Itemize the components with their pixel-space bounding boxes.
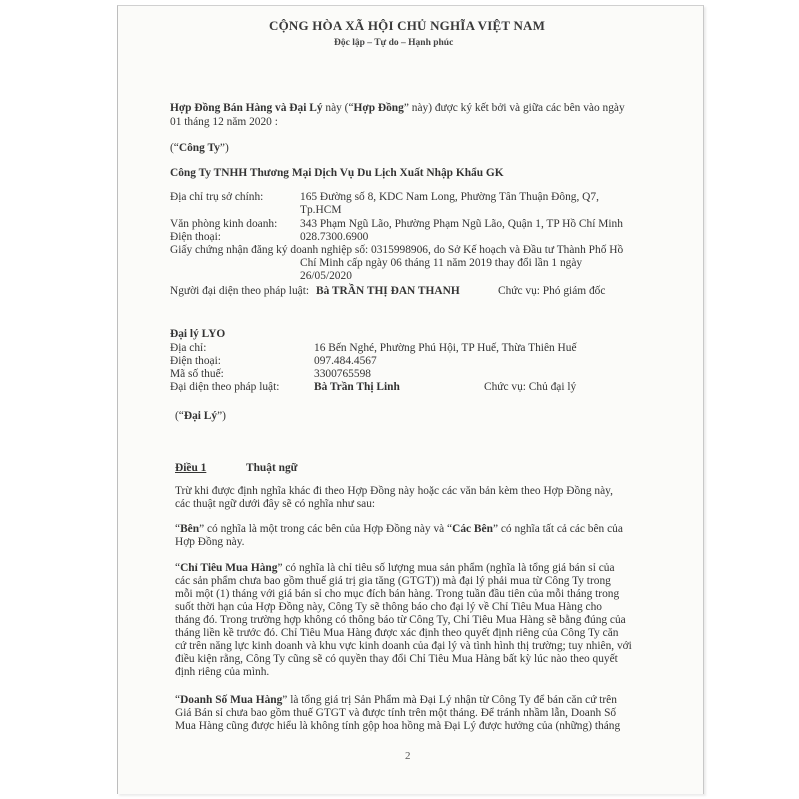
company-phone-label: Điện thoại: (170, 231, 221, 243)
company-license-line-2: Chí Minh cấp ngày 06 tháng 11 năm 2019 thay đổi lần 1 ngày (300, 257, 583, 269)
agent-rep-name: Bà Trần Thị Linh (314, 381, 400, 393)
company-license-line-1: Giấy chứng nhận đăng ký doanh nghiệp số: 0315998906, do Sở Kế hoạch và Đầu tư Thành Phố Hồ (170, 244, 624, 256)
paragraph-3-line-6: tháng liền kề trước đó. Chỉ Tiêu Mua Hàng được xác định theo quyết định riêng của Công Ty căn (175, 627, 619, 639)
paragraph-3-line-8: điều kiện rằng, Công Ty cũng sẽ có quyền thay đổi Chỉ Tiêu Mua Hàng bất kỳ lúc nào theo quyết (175, 653, 618, 665)
company-address-label: Địa chỉ trụ sở chính: (170, 191, 264, 203)
paragraph-4-line-3: Mua Hàng cũng được hiểu là không tính gộp hoa hồng mà Đại Lý được hưởng của (những) tháng (175, 720, 621, 732)
company-rep-name: Bà TRẦN THỊ ĐAN THANH (316, 285, 460, 297)
paragraph-3-line-4: suốt thời hạn của Hợp Đồng này, Công Ty sẽ thông báo cho đại lý về Chỉ Tiêu Mua Hàng cho (175, 601, 602, 613)
intro-term: Hợp Đồng (353, 102, 404, 114)
paragraph-3-line-1: “Chỉ Tiêu Mua Hàng” có nghĩa là chỉ tiêu số lượng mua sản phẩm (nghĩa là tổng giá bán sỉ của (175, 562, 615, 574)
document-motto: Độc lập – Tự do – Hạnh phúc (334, 38, 454, 48)
paragraph-1-line-1: Trừ khi được định nghĩa khác đi theo Hợp Đồng này hoặc các văn bản kèm theo Hợp Đồng này, (175, 485, 613, 497)
paragraph-3-line-2: các sản phẩm chưa bao gồm thuế giá trị gia tăng (GTGT)) mà đại lý phải mua từ Công Ty trong (175, 575, 611, 587)
paragraph-4-line-2: Giá Bán sỉ chưa bao gồm thuế GTGT và được tính trên một tháng. Để tránh nhầm lẫn, Doanh Số (175, 707, 617, 719)
company-rep-label: Người đại diện theo pháp luật: (170, 285, 310, 297)
company-office-label: Văn phòng kinh doanh: (170, 218, 278, 230)
agent-phone-label: Điện thoại: (170, 355, 221, 367)
company-license-line-3: 26/05/2020 (300, 270, 352, 282)
agent-rep-position: Chức vụ: Chủ đại lý (484, 381, 577, 393)
company-phone: 028.7300.6900 (300, 231, 369, 243)
agent-address-label: Địa chỉ: (170, 342, 207, 354)
paragraph-2-line-2: Hợp Đồng này. (175, 536, 245, 548)
agent-name: Đại lý LYO (170, 328, 226, 340)
agent-tax: 3300765598 (314, 368, 371, 380)
paragraph-1-line-2: các thuật ngữ dưới đây sẽ có nghĩa như sau: (175, 498, 376, 510)
document-page (117, 5, 704, 794)
company-label: (“Công Ty”) (170, 142, 229, 154)
intro-line-1: Hợp Đồng Bán Hàng và Đại Lý này (“Hợp Đồng” này) được ký kết bởi và giữa các bên vào ngày (170, 102, 625, 114)
company-name: Công Ty TNHH Thương Mại Dịch Vụ Du Lịch Xuất Nhập Khẩu GK (170, 167, 504, 179)
document-title: CỘNG HÒA XÃ HỘI CHỦ NGHĨA VIỆT NAM (269, 18, 546, 33)
paragraph-3-line-3: mỗi một (1) tháng với giá bán sỉ cho mục đích bán hàng. Trong tuần đầu tiên của mỗi tháng trong (175, 588, 620, 600)
article-number: Điều 1 (175, 462, 207, 474)
page-number: 2 (405, 750, 411, 762)
company-address: 165 Đường số 8, KDC Nam Long, Phường Tân Thuận Đông, Q7, (300, 191, 599, 203)
company-address-city: Tp.HCM (300, 204, 342, 216)
paragraph-4-line-1: “Doanh Số Mua Hàng” là tổng giá trị Sản Phẩm mà Đại Lý nhận từ Công Ty để bán căn cứ trên (175, 694, 617, 706)
intro-line-2: 01 tháng 12 năm 2020 : (170, 116, 278, 128)
agent-rep-label: Đại diện theo pháp luật: (170, 381, 280, 393)
agent-address: 16 Bến Nghé, Phường Phú Hội, TP Huế, Thừa Thiên Huế (314, 342, 577, 354)
company-office: 343 Phạm Ngũ Lão, Phường Phạm Ngũ Lão, Quận 1, TP Hồ Chí Minh (300, 218, 623, 230)
agent-phone: 097.484.4567 (314, 355, 377, 367)
agent-tax-label: Mã số thuế: (170, 368, 224, 380)
article-title: Thuật ngữ (246, 462, 298, 474)
intro-contract-name: Hợp Đồng Bán Hàng và Đại Lý (170, 102, 323, 114)
paragraph-2-line-1: “Bên” có nghĩa là một trong các bên của Hợp Đồng này và “Các Bên” có nghĩa tất cả các bên của (175, 523, 623, 535)
paragraph-3-line-7: cứ trên năng lực kinh doanh và khu vực kinh doanh của đại lý và tình hình thị trường; tuy nhiên, với (175, 640, 632, 652)
company-rep-position: Chức vụ: Phó giám đốc (498, 285, 606, 297)
paragraph-3-line-9: định riêng của mình. (175, 666, 270, 678)
agent-label: (“Đại Lý”) (175, 410, 226, 422)
paragraph-3-line-5: tháng đó. Trong trường hợp không có thông báo từ Công Ty, Chỉ Tiêu Mua Hàng sẽ bằng đúng của (175, 614, 626, 626)
